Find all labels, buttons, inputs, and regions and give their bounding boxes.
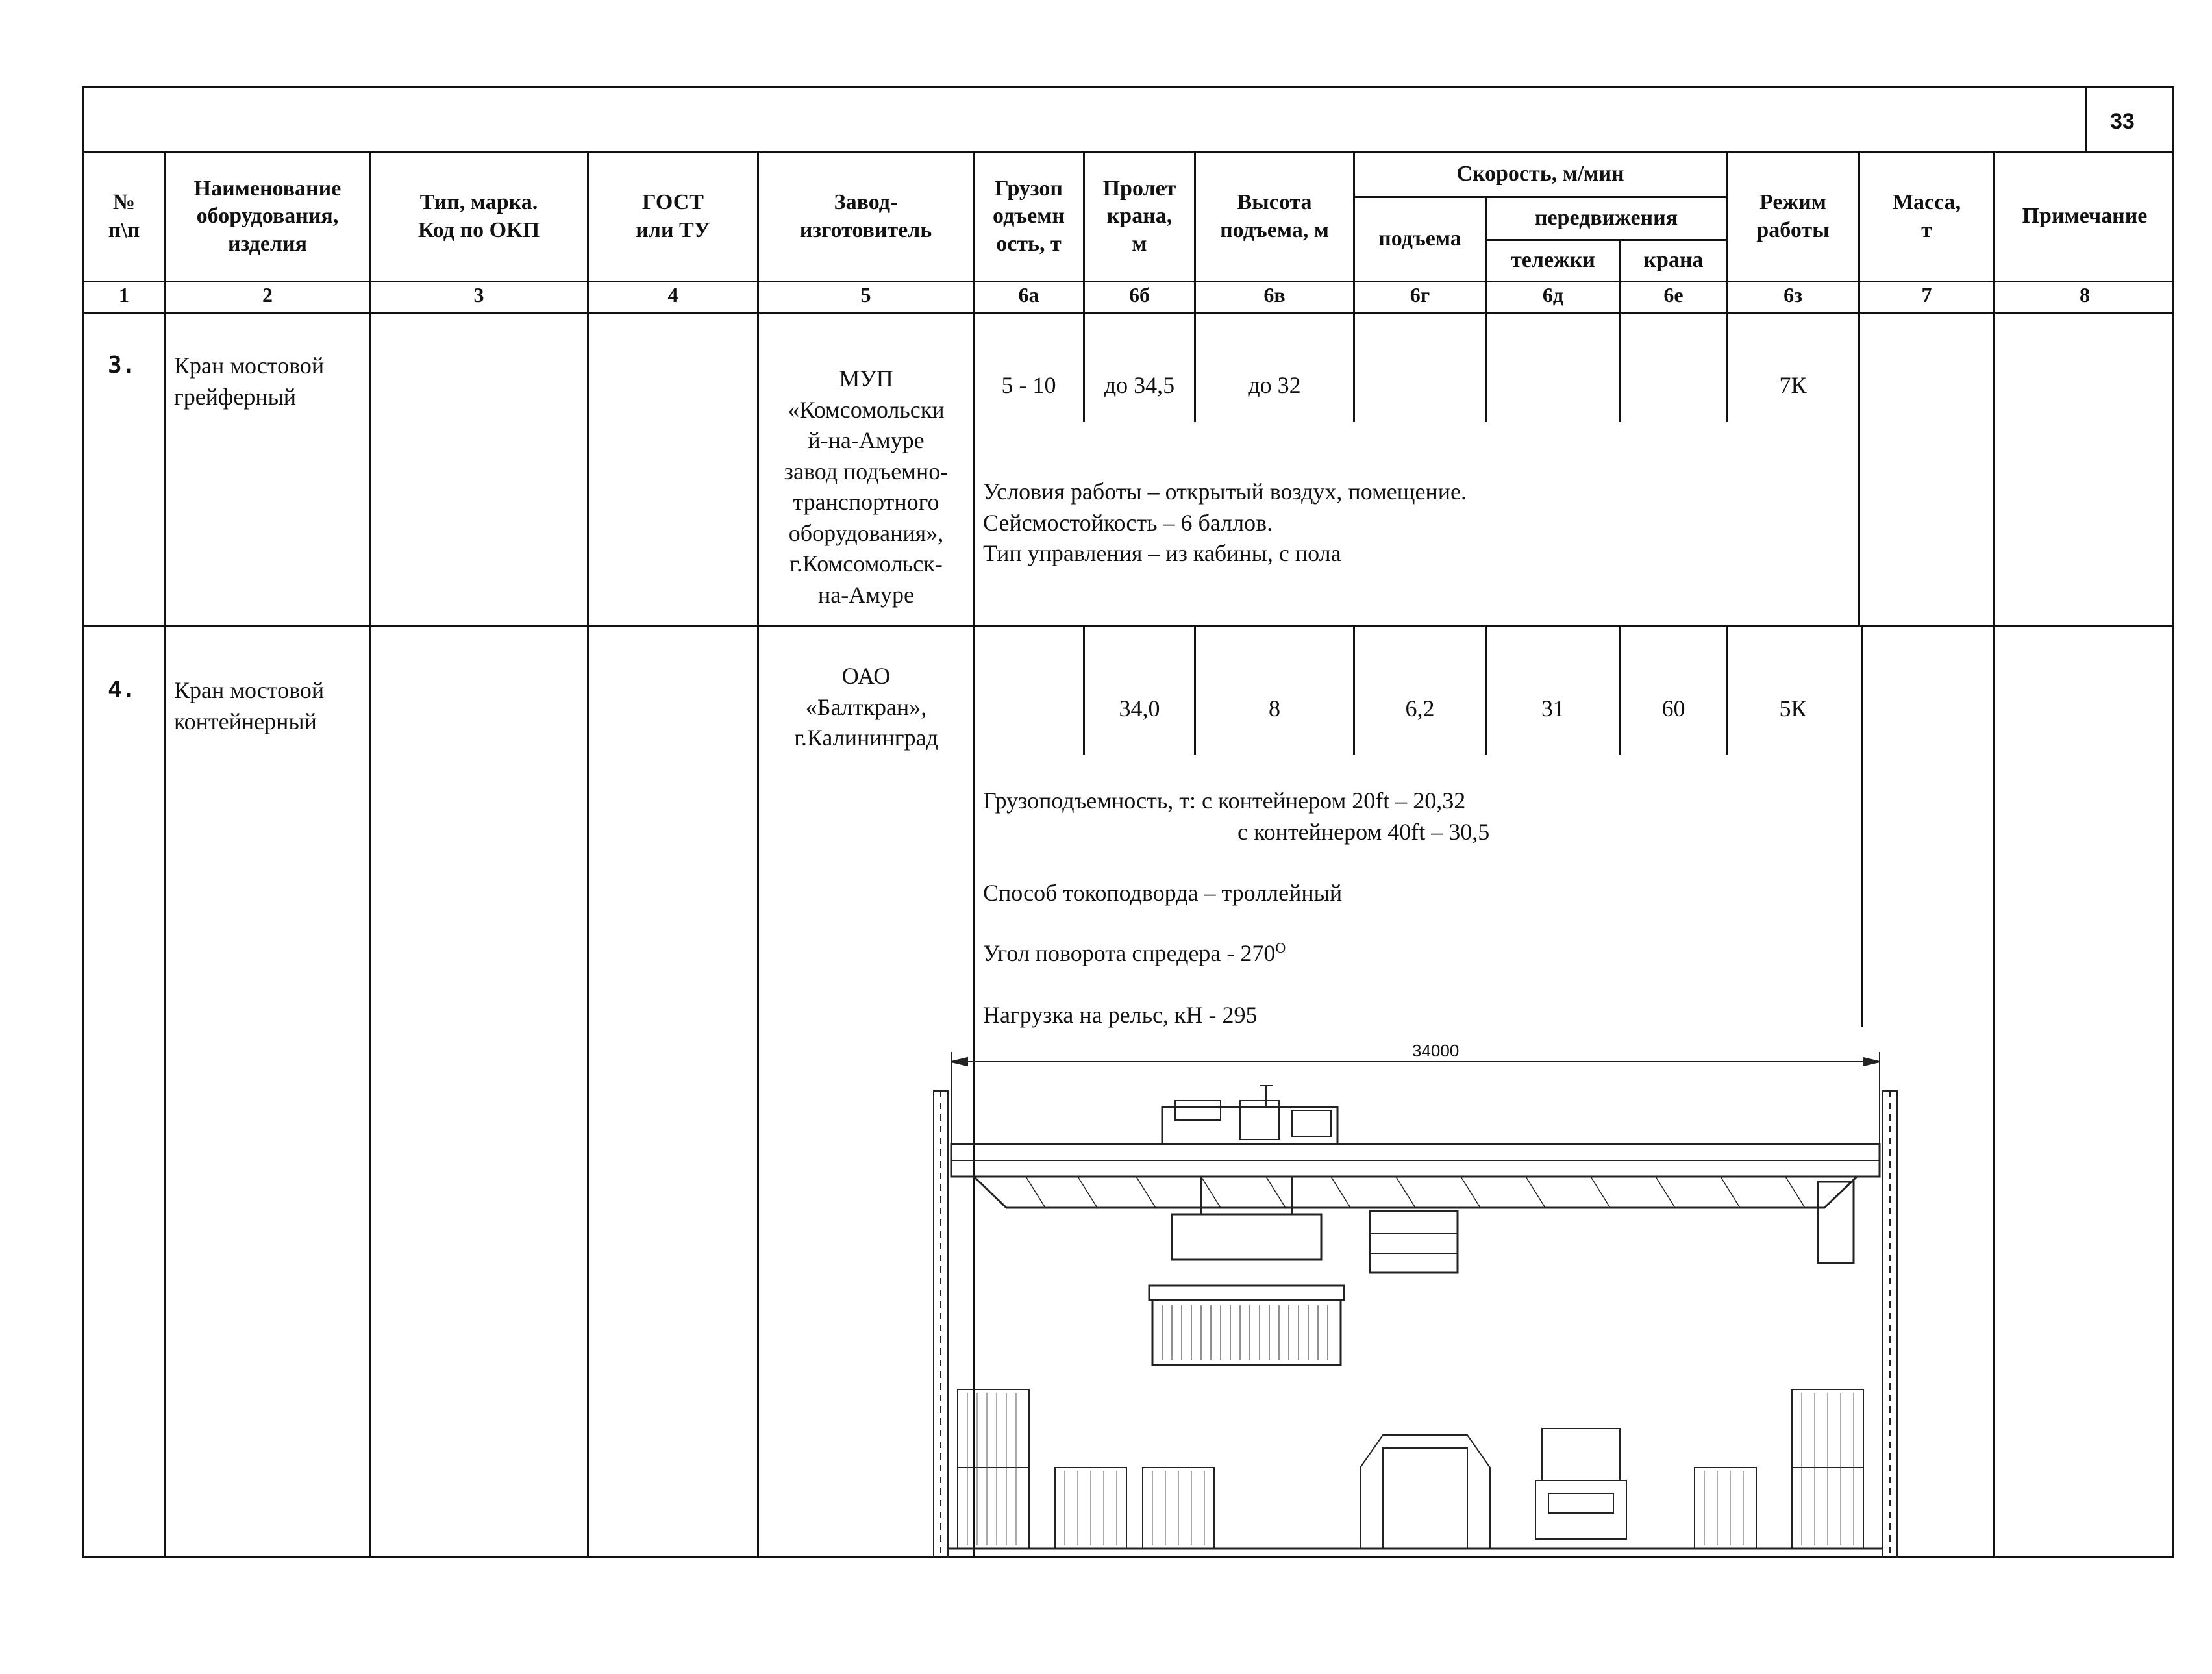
row-number: 4. (108, 677, 136, 703)
r4-line-6v (1353, 625, 1355, 755)
colnum-6b: 6б (1129, 283, 1150, 306)
colnum-8: 8 (2080, 283, 2090, 306)
colnum-6z: 6з (1783, 283, 1802, 306)
header-capacity: Грузоп одъемн ость, т (993, 176, 1065, 256)
header-speed: Скорость, м/мин (1456, 162, 1624, 186)
r4-line-6z (1861, 625, 1863, 1027)
r3-line-6a (1083, 312, 1085, 422)
colnum-2: 2 (262, 283, 273, 306)
ground-containers (958, 1390, 1863, 1549)
r4-line-6d (1619, 625, 1621, 755)
span-value: до 34,5 (1104, 372, 1175, 398)
header-mode: Режим работы (1756, 190, 1830, 242)
colnum-6v: 6в (1263, 283, 1286, 306)
col-line-1 (164, 151, 166, 1558)
degree-mark: О (1275, 940, 1286, 956)
capacity-note-20ft: Грузоподъемность, т: с контейнером 20ft – 20,32 (983, 788, 1466, 814)
col-line-3 (587, 151, 589, 1558)
page-number-divider (2085, 86, 2087, 153)
spreader (1149, 1177, 1344, 1300)
manufacturer: ОАО «Балткран», г.Калининград (794, 663, 938, 751)
r3-line-6d (1619, 312, 1621, 422)
header-movement: передвижения (1534, 206, 1678, 231)
r4-line-5 (973, 625, 975, 1027)
crane-speed-value: 60 (1661, 695, 1685, 721)
operating-notes: Условия работы – открытый воздух, помещение. Сейсмостойкость – 6 баллов. Тип управления – из кабины, с пола (983, 479, 1467, 567)
header-name: Наименование оборудования, изделия (193, 176, 342, 256)
suspended-container (1152, 1300, 1341, 1365)
r4-line-6b (1194, 625, 1196, 755)
header-type: Тип, марка. Код по ОКП (417, 190, 540, 242)
colnum-bottom-line (82, 312, 2174, 314)
colnum-1: 1 (119, 283, 129, 306)
trolley-speed-value: 31 (1541, 695, 1565, 721)
header-height: Высота подъема, м (1220, 190, 1329, 242)
current-supply-note: Способ токоподворда – троллейный (983, 880, 1343, 906)
header-trolley: тележки (1511, 248, 1595, 273)
container-crane-drawing (928, 1039, 1915, 1558)
col-line-7 (1993, 151, 1995, 1558)
col-line-4 (757, 151, 759, 1558)
r4-line-6e (1726, 625, 1728, 755)
r3-line-6b (1194, 312, 1196, 422)
colnum-7: 7 (1921, 283, 1932, 306)
row-number: 3. (108, 352, 136, 379)
lift-speed-value: 6,2 (1405, 695, 1435, 721)
header-gost: ГОСТ или ТУ (636, 190, 710, 242)
r3-line-6v (1353, 312, 1355, 422)
equipment-name: Кран мостовой грейферный (174, 353, 325, 410)
work-mode-value: 7К (1779, 372, 1807, 398)
capacity-value: 5 - 10 (1001, 372, 1056, 398)
height-value: до 32 (1248, 372, 1301, 398)
trolley (1162, 1086, 1337, 1144)
header-number: № п\п (108, 190, 140, 242)
header-maker: Завод- изготовитель (799, 190, 932, 242)
page-header-frame (82, 86, 2174, 153)
colnum-3: 3 (473, 283, 484, 306)
equipment-name: Кран мостовой контейнерный (174, 677, 325, 734)
work-mode-value: 5К (1779, 695, 1807, 721)
colnum-5: 5 (860, 283, 871, 306)
colnum-6d: 6д (1542, 283, 1564, 306)
spreader-rotation-note (983, 938, 1846, 969)
r4-line-6a (1083, 625, 1085, 755)
colnum-6e: 6е (1663, 283, 1684, 306)
header-span: Пролет крана, м (1102, 176, 1176, 256)
rail-wagon (1360, 1435, 1490, 1549)
r3-line-6g (1485, 312, 1487, 422)
span-value: 34,0 (1119, 695, 1160, 721)
header-notes: Примечание (2022, 204, 2148, 229)
col-line-2 (369, 151, 371, 1558)
manufacturer: МУП «Комсомольски й-на-Амуре завод подъемно- транспортного оборудования», г.Комсомольск- на-Амуре (784, 366, 949, 608)
r4-line-6g (1485, 625, 1487, 755)
span-dimension-label: 34000 (1412, 1041, 1460, 1060)
colnum-4: 4 (667, 283, 678, 306)
header-bottom-line (82, 281, 2174, 282)
container-truck (1535, 1429, 1626, 1539)
r3-line-6e (1726, 312, 1728, 422)
capacity-note-40ft: с контейнером 40ft – 30,5 (1237, 819, 1490, 845)
height-value: 8 (1269, 695, 1280, 721)
spreader-rotation-text: Угол поворота спредера - 270 (983, 940, 1276, 966)
rail-load-note: Нагрузка на рельс, кН - 295 (983, 1002, 1258, 1028)
operator-cabin (1370, 1211, 1458, 1273)
header-lift-speed: подъема (1378, 227, 1461, 251)
row3-bottom-line (82, 625, 2174, 627)
colnum-6g: 6г (1410, 283, 1430, 306)
colnum-6a: 6а (1018, 283, 1039, 306)
page-number: 33 (2110, 109, 2135, 134)
header-crane: крана (1643, 248, 1704, 273)
header-mass: Масса, т (1892, 190, 1961, 242)
